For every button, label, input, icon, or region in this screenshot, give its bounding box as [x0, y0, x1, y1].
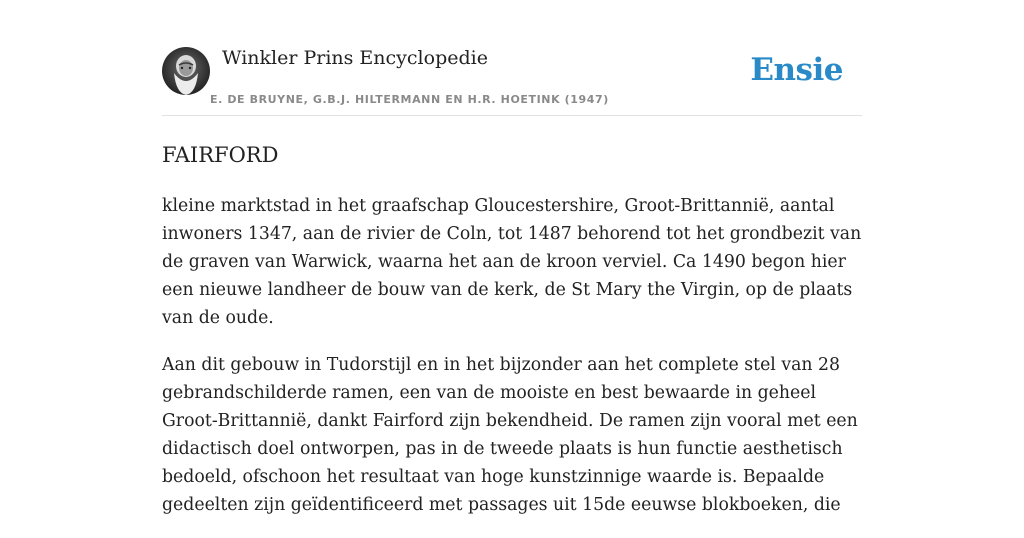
page [162, 0, 862, 515]
entry-paragraph: Aan dit gebouw in Tudorstijl en in het bijzonder aan het complete stel van 28 gebrandschilderde ramen, een van de mooiste en best bewaarde in geheel Groot-Brittannië, dankt Fairford zijn bekendheid. De ramen zijn vooral met een didactisch doel ontworpen, pas in de tweede plaats is hun functie aesthetisch bedoeld, ofschoon het resultaat van hoge kunstzinnige waarde is. Bepaalde gedeelten zijn geïdentificeerd met passages uit 15de eeuwse blokboeken, die [162, 355, 858, 515]
author-avatar [162, 47, 210, 95]
author-portrait-icon [162, 47, 210, 95]
entry-paragraph: kleine marktstad in het graafschap Gloucestershire, Groot-Brittannië, aantal inwoners 1347, aan de rivier de Coln, tot 1487 behorend tot het grondbezit van de graven van Warwick, waarna het aan de kroon verviel. Ca 1490 begon hier een nieuwe landheer de bouw van de kerk, de St Mary the Virgin, op de plaats van de oude. [162, 196, 862, 328]
encyclopedia-title[interactable]: Winkler Prins Encyclopedie [222, 47, 488, 69]
source-header [162, 46, 862, 116]
entry-body [162, 192, 862, 538]
entry-title: FAIRFORD [162, 143, 279, 167]
ensie-logo[interactable]: Ensie [750, 52, 843, 88]
encyclopedia-authors: E. DE BRUYNE, G.B.J. HILTERMANN EN H.R. HOETINK (1947) [210, 93, 609, 106]
